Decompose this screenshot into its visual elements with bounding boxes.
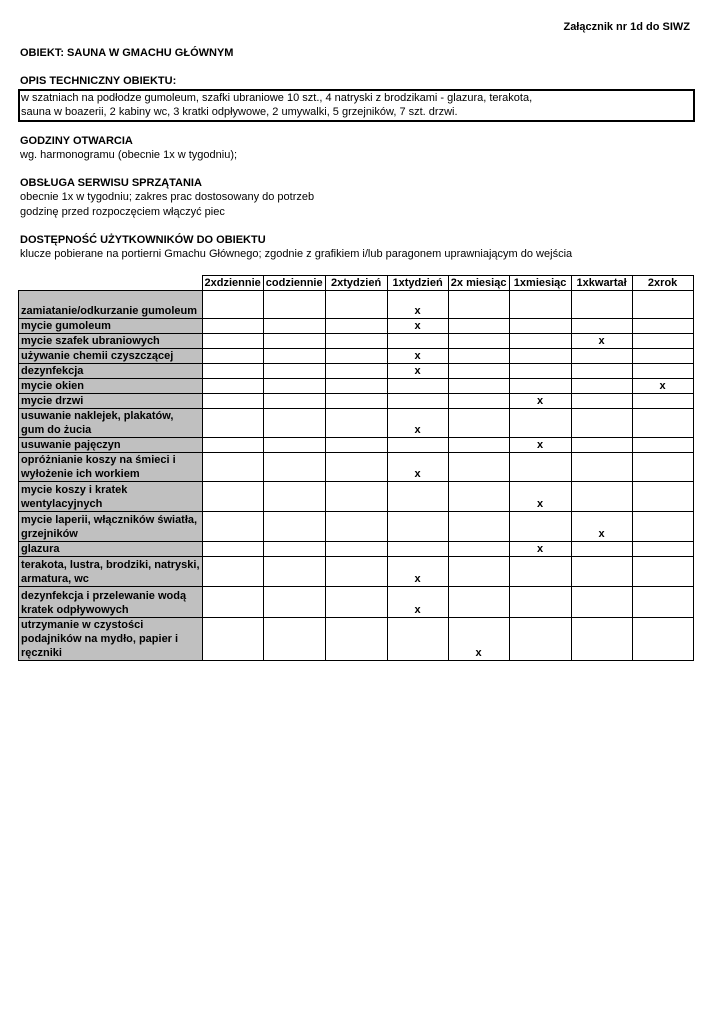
frequency-mark-cell — [202, 394, 263, 409]
task-cell — [19, 438, 203, 453]
frequency-mark-cell — [202, 482, 263, 512]
task-label-line: mycie gumoleum — [21, 320, 111, 332]
frequency-mark-cell — [632, 409, 693, 438]
frequency-mark-cell — [509, 364, 571, 379]
frequency-mark-cell — [202, 291, 263, 319]
task-cell — [19, 334, 203, 349]
frequency-mark-cell — [632, 587, 693, 618]
frequency-mark-cell — [571, 349, 632, 364]
frequency-mark-cell — [387, 618, 448, 661]
frequency-mark-cell — [571, 379, 632, 394]
service-line-1: obecnie 1x w tygodniu; zakres prac dostosowany do potrzeb — [20, 191, 315, 203]
frequency-mark-cell — [632, 453, 693, 482]
table-row — [19, 291, 694, 319]
frequency-mark-cell — [202, 319, 263, 334]
frequency-mark-cell: x — [509, 438, 571, 453]
table-row — [19, 618, 694, 661]
table-row — [19, 409, 694, 438]
frequency-mark-cell: x — [387, 364, 448, 379]
frequency-mark-cell — [448, 291, 509, 319]
frequency-mark-cell — [202, 453, 263, 482]
frequency-mark-cell — [263, 557, 325, 587]
frequency-mark-cell — [571, 364, 632, 379]
frequency-mark-cell — [263, 319, 325, 334]
hours-text: wg. harmonogramu (obecnie 1x w tygodniu); — [20, 149, 238, 161]
frequency-mark-cell: x — [509, 482, 571, 512]
frequency-mark-cell — [202, 438, 263, 453]
frequency-mark-cell — [632, 364, 693, 379]
frequency-mark-cell — [632, 557, 693, 587]
frequency-mark-cell — [325, 618, 387, 661]
frequency-mark-cell — [387, 438, 448, 453]
tech-heading: OPIS TECHNICZNY OBIEKTU: — [20, 75, 177, 87]
task-label-line: terakota, lustra, brodziki, natryski, — [21, 559, 200, 571]
frequency-mark-cell: x — [448, 618, 509, 661]
frequency-mark-cell — [387, 542, 448, 557]
task-label-line: utrzymanie w czystości — [21, 619, 144, 631]
frequency-mark-cell: x — [387, 587, 448, 618]
frequency-mark-cell — [632, 542, 693, 557]
column-header: codziennie — [263, 276, 325, 291]
frequency-mark-cell — [263, 542, 325, 557]
frequency-mark-cell: x — [509, 394, 571, 409]
frequency-mark-cell — [571, 557, 632, 587]
frequency-mark-cell — [202, 512, 263, 542]
frequency-mark-cell — [509, 512, 571, 542]
hours-heading: GODZINY OTWARCIA — [20, 135, 133, 147]
task-cell — [19, 291, 203, 319]
frequency-mark-cell — [263, 512, 325, 542]
frequency-mark-cell — [509, 334, 571, 349]
task-label-line: grzejników — [21, 528, 78, 540]
frequency-mark-cell — [325, 482, 387, 512]
column-header: 2xtydzień — [325, 276, 387, 291]
frequency-mark-cell — [509, 587, 571, 618]
frequency-mark-cell — [509, 409, 571, 438]
task-label-line: wentylacyjnych — [21, 498, 103, 510]
task-cell — [19, 349, 203, 364]
frequency-mark-cell — [202, 557, 263, 587]
frequency-mark-cell — [202, 334, 263, 349]
frequency-mark-cell — [263, 618, 325, 661]
column-header: 1xmiesiąc — [509, 276, 571, 291]
header-blank-cell — [19, 276, 203, 291]
task-cell — [19, 512, 203, 542]
frequency-mark-cell — [571, 542, 632, 557]
task-cell — [19, 379, 203, 394]
frequency-mark-cell — [263, 409, 325, 438]
task-label-line: mycie koszy i kratek — [21, 484, 128, 496]
column-header: 2xrok — [632, 276, 693, 291]
frequency-mark-cell — [571, 438, 632, 453]
table-row — [19, 438, 694, 453]
frequency-mark-cell — [571, 409, 632, 438]
frequency-mark-cell — [448, 453, 509, 482]
frequency-mark-cell — [448, 319, 509, 334]
frequency-mark-cell: x — [387, 291, 448, 319]
frequency-mark-cell — [632, 319, 693, 334]
frequency-mark-cell — [263, 334, 325, 349]
table-row — [19, 349, 694, 364]
frequency-mark-cell: x — [387, 349, 448, 364]
task-label-line: ręczniki — [21, 647, 62, 659]
table-row — [19, 482, 694, 512]
frequency-mark-cell: x — [387, 453, 448, 482]
frequency-mark-cell — [325, 557, 387, 587]
frequency-mark-cell — [632, 438, 693, 453]
frequency-mark-cell — [448, 364, 509, 379]
task-label-line: dezynfekcja — [21, 365, 84, 377]
annex-label: Załącznik nr 1d do SIWZ — [563, 21, 690, 33]
frequency-mark-cell — [325, 409, 387, 438]
task-label-line: glazura — [21, 543, 60, 555]
frequency-mark-cell — [448, 482, 509, 512]
frequency-mark-cell — [448, 438, 509, 453]
frequency-mark-cell — [202, 618, 263, 661]
column-header: 1xtydzień — [387, 276, 448, 291]
task-label-line: mycie drzwi — [21, 395, 84, 407]
task-label-line: usuwanie naklejek, plakatów, — [21, 410, 174, 422]
table-row — [19, 379, 694, 394]
task-label-line: podajników na mydło, papier i — [21, 633, 179, 645]
frequency-mark-cell: x — [509, 542, 571, 557]
frequency-mark-cell — [325, 453, 387, 482]
task-label-line: mycie okien — [21, 380, 84, 392]
tech-line-1: w szatniach na podłodze gumoleum, szafki ubraniowe 10 szt., 4 natryski z brodzikami - glazura, terakota, — [21, 92, 533, 104]
frequency-mark-cell — [325, 319, 387, 334]
table-row — [19, 512, 694, 542]
access-heading: DOSTĘPNOŚĆ UŻYTKOWNIKÓW DO OBIEKTU — [20, 234, 266, 246]
task-cell — [19, 394, 203, 409]
frequency-mark-cell — [263, 394, 325, 409]
table-row — [19, 319, 694, 334]
task-cell — [19, 482, 203, 512]
table-row — [19, 334, 694, 349]
frequency-mark-cell — [448, 379, 509, 394]
frequency-mark-cell — [509, 349, 571, 364]
task-label-line: mycie szafek ubraniowych — [21, 335, 160, 347]
frequency-mark-cell — [509, 379, 571, 394]
cleaning-schedule-table — [18, 275, 694, 661]
table-row — [19, 542, 694, 557]
frequency-mark-cell — [571, 453, 632, 482]
frequency-mark-cell — [509, 557, 571, 587]
service-line-2: godzinę przed rozpoczęciem włączyć piec — [20, 206, 225, 218]
frequency-mark-cell: x — [387, 409, 448, 438]
table-row — [19, 453, 694, 482]
frequency-mark-cell — [387, 379, 448, 394]
frequency-mark-cell — [202, 409, 263, 438]
frequency-mark-cell: x — [387, 319, 448, 334]
frequency-mark-cell — [202, 542, 263, 557]
task-cell — [19, 364, 203, 379]
frequency-mark-cell — [448, 409, 509, 438]
frequency-mark-cell — [263, 379, 325, 394]
task-label-line: kratek odpływowych — [21, 604, 129, 616]
frequency-mark-cell — [202, 364, 263, 379]
frequency-mark-cell — [202, 587, 263, 618]
frequency-mark-cell — [325, 334, 387, 349]
tech-line-2: sauna w boazerii, 2 kabiny wc, 3 kratki odpływowe, 2 umywalki, 5 grzejników, 7 szt. drzwi. — [21, 106, 458, 118]
task-cell — [19, 542, 203, 557]
task-cell — [19, 587, 203, 618]
column-header: 2x miesiąc — [448, 276, 509, 291]
frequency-mark-cell — [632, 618, 693, 661]
frequency-mark-cell — [448, 394, 509, 409]
frequency-mark-cell — [632, 334, 693, 349]
frequency-mark-cell — [448, 512, 509, 542]
frequency-mark-cell — [263, 482, 325, 512]
frequency-mark-cell — [263, 438, 325, 453]
table-row — [19, 364, 694, 379]
frequency-mark-cell — [325, 364, 387, 379]
table-header-row — [19, 276, 694, 291]
frequency-mark-cell — [571, 482, 632, 512]
frequency-mark-cell — [387, 334, 448, 349]
frequency-mark-cell — [448, 587, 509, 618]
table-row — [19, 394, 694, 409]
column-header: 1xkwartał — [571, 276, 632, 291]
frequency-mark-cell — [448, 349, 509, 364]
task-cell — [19, 409, 203, 438]
frequency-mark-cell — [632, 394, 693, 409]
frequency-mark-cell — [571, 394, 632, 409]
frequency-mark-cell: x — [632, 379, 693, 394]
frequency-mark-cell — [632, 512, 693, 542]
frequency-mark-cell — [448, 334, 509, 349]
frequency-mark-cell — [202, 349, 263, 364]
column-header: 2xdziennie — [202, 276, 263, 291]
frequency-mark-cell — [571, 319, 632, 334]
frequency-mark-cell — [571, 291, 632, 319]
tech-description-box — [18, 89, 695, 122]
task-cell — [19, 557, 203, 587]
task-label-line: opróżnianie koszy na śmieci i — [21, 454, 176, 466]
frequency-mark-cell — [325, 349, 387, 364]
frequency-mark-cell: x — [387, 557, 448, 587]
frequency-mark-cell — [325, 438, 387, 453]
access-text: klucze pobierane na portierni Gmachu Głównego; zgodnie z grafikiem i/lub paragonem uprawniającym do wejścia — [20, 248, 573, 260]
frequency-mark-cell — [387, 394, 448, 409]
frequency-mark-cell: x — [571, 334, 632, 349]
frequency-mark-cell — [263, 364, 325, 379]
frequency-mark-cell — [509, 291, 571, 319]
frequency-mark-cell — [325, 542, 387, 557]
frequency-mark-cell — [325, 512, 387, 542]
task-cell — [19, 319, 203, 334]
frequency-mark-cell: x — [571, 512, 632, 542]
frequency-mark-cell — [263, 349, 325, 364]
frequency-mark-cell — [387, 482, 448, 512]
frequency-mark-cell — [571, 587, 632, 618]
task-label-line: dezynfekcja i przelewanie wodą — [21, 590, 187, 602]
task-label-line: mycie laperii, włączników światła, — [21, 514, 198, 526]
task-label-line: zamiatanie/odkurzanie gumoleum — [21, 305, 198, 317]
frequency-mark-cell — [448, 557, 509, 587]
frequency-mark-cell — [202, 379, 263, 394]
frequency-mark-cell — [632, 482, 693, 512]
frequency-mark-cell — [509, 618, 571, 661]
frequency-mark-cell — [632, 291, 693, 319]
frequency-mark-cell — [325, 291, 387, 319]
frequency-mark-cell — [448, 542, 509, 557]
task-cell — [19, 453, 203, 482]
task-label-line: usuwanie pajęczyn — [21, 439, 121, 451]
task-label-line: armatura, wc — [21, 573, 89, 585]
task-label-line: wyłożenie ich workiem — [21, 468, 140, 480]
service-heading: OBSŁUGA SERWISU SPRZĄTANIA — [20, 177, 202, 189]
table-row — [19, 587, 694, 618]
task-cell — [19, 618, 203, 661]
table-row — [19, 557, 694, 587]
frequency-mark-cell — [509, 453, 571, 482]
table-body — [19, 291, 694, 661]
task-label-line: gum do żucia — [21, 424, 92, 436]
frequency-mark-cell — [325, 394, 387, 409]
object-title: OBIEKT: SAUNA W GMACHU GŁÓWNYM — [20, 47, 234, 59]
frequency-mark-cell — [325, 379, 387, 394]
frequency-mark-cell — [263, 291, 325, 319]
frequency-mark-cell — [325, 587, 387, 618]
frequency-mark-cell — [263, 587, 325, 618]
frequency-mark-cell — [509, 319, 571, 334]
frequency-mark-cell — [263, 453, 325, 482]
frequency-mark-cell — [571, 618, 632, 661]
frequency-mark-cell — [387, 512, 448, 542]
frequency-mark-cell — [632, 349, 693, 364]
task-label-line: używanie chemii czyszczącej — [21, 350, 174, 362]
